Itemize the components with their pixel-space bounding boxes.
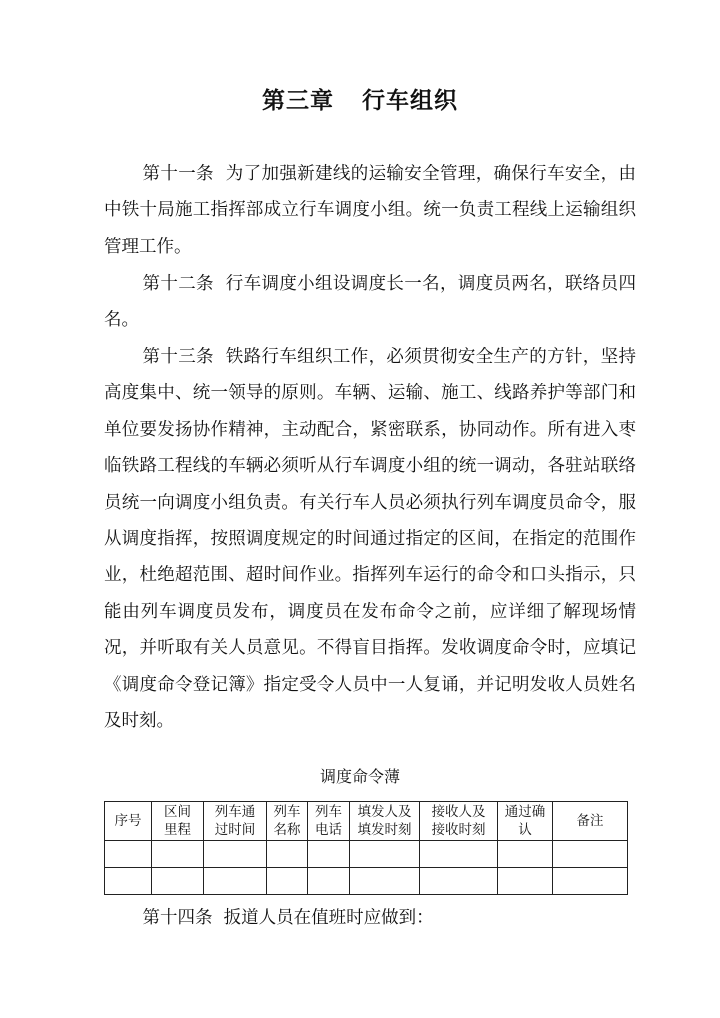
table-cell [498,868,553,895]
table-header-cell: 区间 里程 [152,802,204,841]
table-cell [350,868,420,895]
table-header-cell: 序号 [105,802,152,841]
table-cell [204,868,267,895]
table-row [105,841,628,868]
article-label: 第十一条 [142,164,214,184]
article-label: 第十四条 [142,908,213,928]
table-cell [498,841,553,868]
article-13 [104,339,636,739]
table-header-row [105,802,628,841]
chapter-number: 第三章 [262,87,334,114]
table-cell [204,841,267,868]
table-cell [105,841,152,868]
table-cell [267,841,308,868]
article-12 [104,266,636,339]
table-cell [553,841,628,868]
table-header-cell: 填发人及 填发时刻 [350,802,420,841]
table-cell [267,868,308,895]
table-header-cell: 通过确 认 [498,802,553,841]
article-label: 第十三条 [142,347,214,367]
table-cell [420,868,498,895]
table-cell [308,868,350,895]
table-cell [105,868,152,895]
table-header-cell: 列车 名称 [267,802,308,841]
table-cell [308,841,350,868]
article-text: 扳道人员在值班时应做到： [223,908,434,928]
table-caption: 调度命令薄 [319,767,400,786]
dispatch-command-table [104,801,628,895]
chapter-title [0,82,720,115]
article-text: 为了加强新建线的运输安全管理，确保行车安全，由中铁十局施工指挥部成立行车调度小组。统一负责工程线上运输组织管理工作。 [104,164,637,257]
article-label: 第十二条 [142,274,214,294]
table-cell [350,841,420,868]
table-cell [553,868,628,895]
article-11 [104,156,636,265]
table-header-cell: 列车通 过时间 [204,802,267,841]
table-header-cell: 备注 [553,802,628,841]
table-header-cell: 接收人及 接收时刻 [420,802,498,841]
chapter-name: 行车组织 [362,87,458,114]
table-row [105,868,628,895]
table-cell [152,841,204,868]
table-cell [152,868,204,895]
article-14 [104,900,636,936]
table-cell [420,841,498,868]
article-text: 行车调度小组设调度长一名，调度员两名，联络员四名。 [104,274,637,331]
article-text: 铁路行车组织工作，必须贯彻安全生产的方针，坚持高度集中、统一领导的原则。车辆、运输、施工、线路养护等部门和单位要发扬协作精神，主动配合，紧密联系，协同动作。所有进入枣临铁路工程线的车辆必须听从行车调度小组的统一调动，各驻站联络员统一向调度小组负责。有关行车人员必须执行列车调度员命令，服从调度指挥，按照调度规定的时间通过指定的区间，在指定的范围作业，杜绝超范围、超时间作业。指挥列车运行的命令和口头指示，只能由列车调度员发布，调度员在发布命令之前，应详细了解现场情况，并听取有关人员意见。不得盲目指挥。发收调度命令时，应填记《调度命令登记簿》指定受令人员中一人复诵，并记明发收人员姓名及时刻。 [104,347,637,732]
table-header-cell: 列车 电话 [308,802,350,841]
